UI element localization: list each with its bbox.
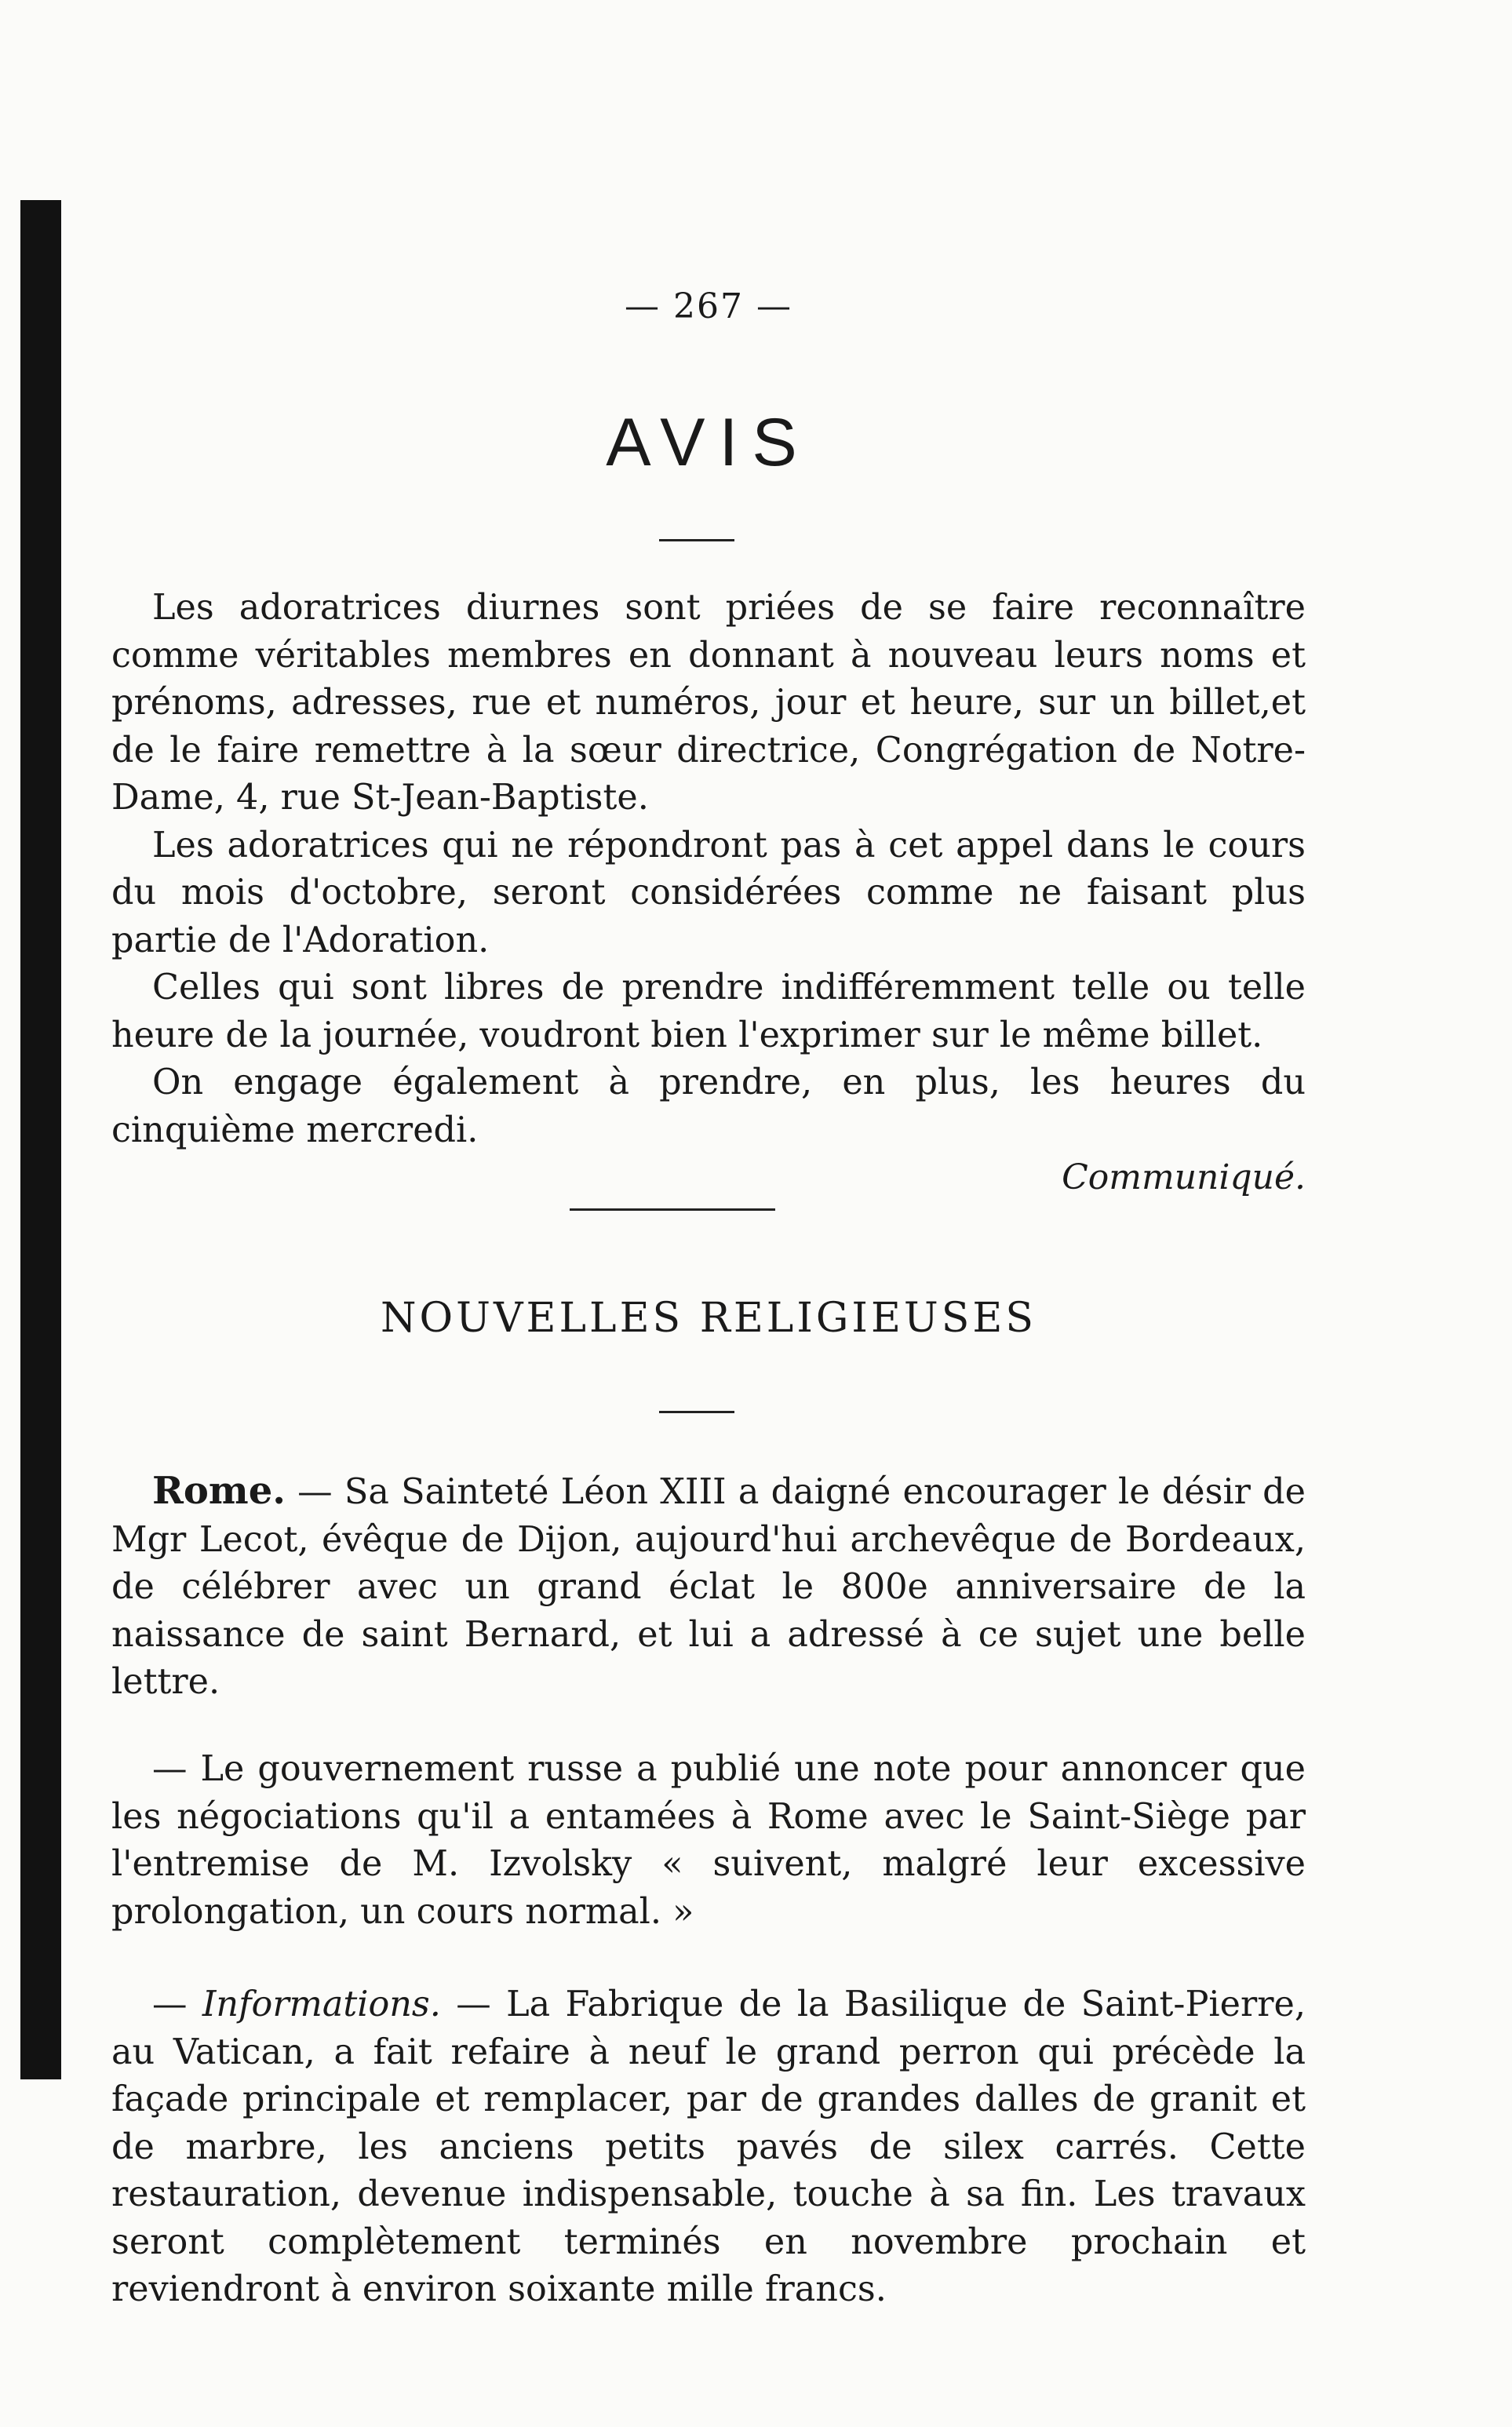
info-text: — La Fabrique de la Basilique de Saint-Pierre, au Vatican, a fait refaire à neuf le grand perron qui précède la façade principale et remplacer, par de grandes dalles de granit et de marbre, les anciens petits pavés de silex carrés. Cette restauration, devenue indispensable, touche à sa fin. Les travaux seront complètement terminés en novembre prochain et reviendront à environ soixante mille francs. bbox=[111, 1984, 1306, 2309]
nouvelles-heading: NOUVELLES RELIGIEUSES bbox=[381, 1295, 1037, 1342]
document-page bbox=[111, 0, 1306, 2427]
avis-paragraph: Les adoratrices qui ne répondront pas à cet appel dans le cours du mois d'octobre, seront considérées comme ne faisant plus partie de l'Adoration. bbox=[111, 825, 1306, 960]
rome-lead: Rome. bbox=[152, 1469, 286, 1513]
gouvernement-text: — Le gouvernement russe a publié une note pour annoncer que les négociations qu'il a entamées à Rome avec le Saint-Siège par l'entremise de M. Izvolsky « suivent, malgré leur excessive prolongation, un cours normal. » bbox=[111, 1749, 1306, 1932]
info-prefix: — bbox=[152, 1984, 202, 2024]
book-binding-edge bbox=[20, 200, 61, 2079]
informations-paragraph bbox=[111, 1981, 1306, 2314]
rome-paragraph bbox=[111, 1467, 1306, 1707]
avis-paragraph: Celles qui sont libres de prendre indifféremment telle ou telle heure de la journée, voudront bien l'exprimer sur le même billet. bbox=[111, 968, 1306, 1055]
avis-body bbox=[111, 585, 1306, 1154]
rome-text: — Sa Sainteté Léon XIII a daigné encourager le désir de Mgr Lecot, évêque de Dijon, aujourd'hui archevêque de Bordeaux, de célébrer avec un grand éclat le 800e anniversaire de la naissance de saint Bernard, et lui a adressé à ce sujet une belle lettre. bbox=[111, 1472, 1306, 1702]
heading-rule bbox=[659, 539, 734, 541]
page-number: — 267 — bbox=[625, 286, 792, 326]
avis-paragraph: On engage également à prendre, en plus, les heures du cinquième mercredi. bbox=[111, 1062, 1306, 1150]
heading-rule bbox=[659, 1411, 734, 1413]
avis-heading: AVIS bbox=[606, 405, 811, 480]
info-lead: Informations. bbox=[202, 1984, 441, 2024]
gouvernement-paragraph bbox=[111, 1746, 1306, 1936]
avis-paragraph: Les adoratrices diurnes sont priées de se faire reconnaître comme véritables membres en donnant à nouveau leurs noms et prénoms, adresses, rue et numéros, jour et heure, sur un billet,et de le faire remettre à la sœur directrice, Congrégation de Notre-Dame, 4, rue St-Jean-Baptiste. bbox=[111, 588, 1306, 818]
section-divider bbox=[570, 1208, 775, 1211]
avis-signature: Communiqué. bbox=[1062, 1157, 1306, 1197]
